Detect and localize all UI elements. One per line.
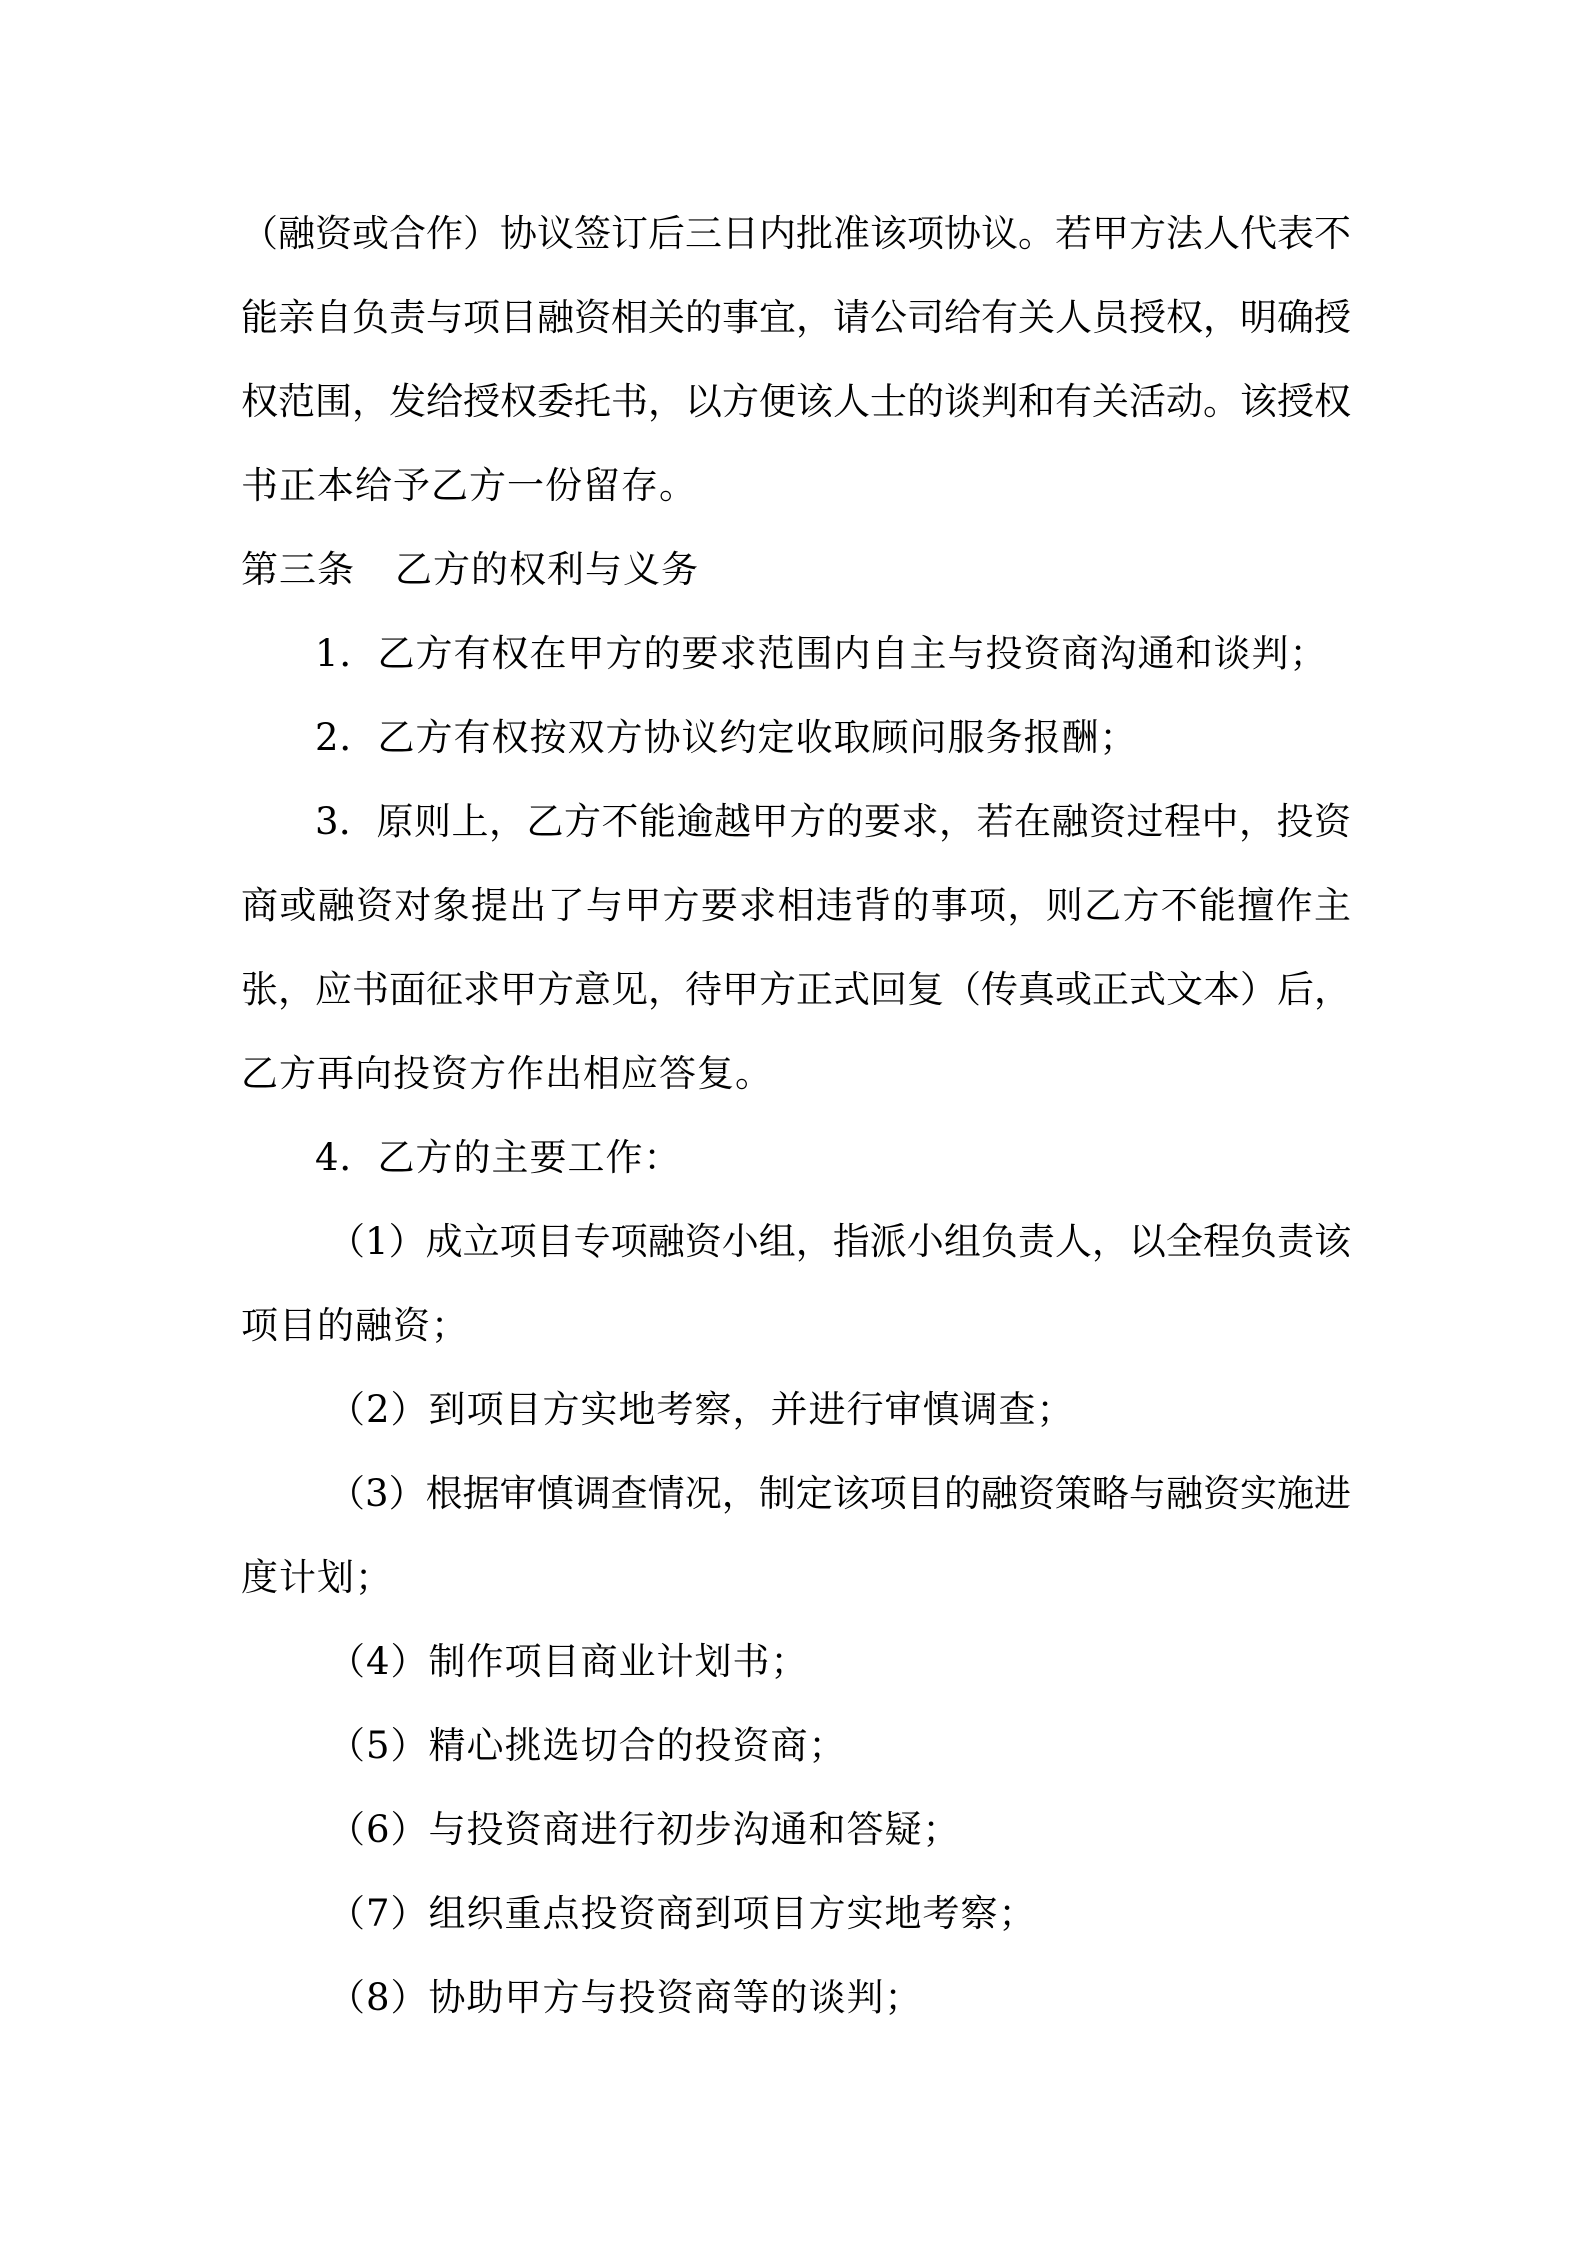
list-item-continuation: 商或融资对象提出了与甲方要求相违背的事项，则乙方不能擅作主 [241, 884, 1351, 927]
sub-list-item: （4）制作项目商业计划书； [328, 1640, 809, 1683]
article-number: 第三条 [241, 548, 355, 591]
paragraph-line: 书正本给予乙方一份留存。 [241, 464, 697, 507]
paragraph-line: 权范围，发给授权委托书，以方便该人士的谈判和有关活动。该授权 [241, 380, 1351, 423]
sub-list-item-continuation: 项目的融资； [241, 1304, 469, 1347]
sub-list-item: （5）精心挑选切合的投资商； [328, 1724, 847, 1767]
list-item-continuation: 张，应书面征求甲方意见，待甲方正式回复（传真或正式文本）后， [241, 968, 1351, 1011]
list-item: 2．乙方有权按双方协议约定收取顾问服务报酬； [315, 716, 1138, 759]
sub-list-item: （1）成立项目专项融资小组，指派小组负责人，以全程负责该 [328, 1220, 1351, 1263]
list-item: 1．乙方有权在甲方的要求范围内自主与投资商沟通和谈判； [315, 632, 1328, 675]
article-title: 乙方的权利与义务 [395, 548, 699, 591]
article-heading [241, 546, 699, 594]
sub-list-item: （6）与投资商进行初步沟通和答疑； [328, 1808, 961, 1851]
sub-list-item: （8）协助甲方与投资商等的谈判； [328, 1976, 923, 2019]
list-item: 3．原则上，乙方不能逾越甲方的要求，若在融资过程中，投资 [315, 800, 1351, 843]
sub-list-item: （2）到项目方实地考察，并进行审慎调查； [328, 1388, 1075, 1431]
paragraph-line: 能亲自负责与项目融资相关的事宜，请公司给有关人员授权，明确授 [241, 296, 1351, 339]
list-item: 4．乙方的主要工作： [315, 1136, 682, 1179]
list-item-continuation: 乙方再向投资方作出相应答复。 [241, 1052, 773, 1095]
sub-list-item-continuation: 度计划； [241, 1556, 393, 1599]
sub-list-item: （3）根据审慎调查情况，制定该项目的融资策略与融资实施进 [328, 1472, 1351, 1515]
paragraph-line: （融资或合作）协议签订后三日内批准该项协议。若甲方法人代表不 [241, 212, 1351, 255]
sub-list-item: （7）组织重点投资商到项目方实地考察； [328, 1892, 1037, 1935]
